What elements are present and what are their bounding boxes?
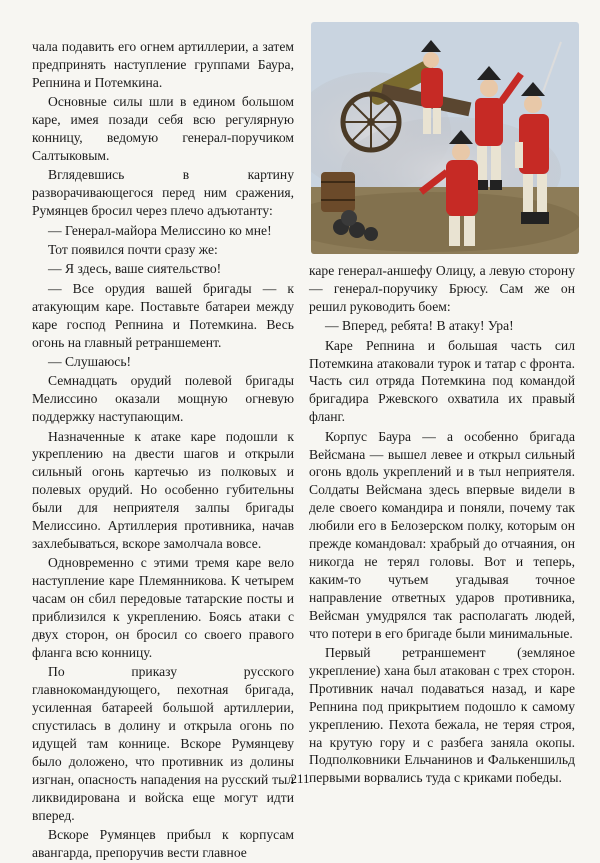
artillery-scene-image — [311, 22, 579, 254]
paragraph: — Я здесь, ваше сиятельство! — [48, 261, 222, 277]
left-text-column — [32, 38, 294, 863]
paragraph: Назначенные к атаке каре подошли к укреплению на двести шагов и открыли сильный огонь картечью из полковых и полевых орудий. Но особенно губительны были для неприятеля залпы бригады Мелиссино. Артиллерия противника, начав захлебываться, вскоре замолчала вовсе. — [32, 428, 294, 551]
paragraph: чала подавить его огнем артиллерии, а затем предпринять наступление группами Баура, Репнина и Потемкина. — [32, 39, 294, 90]
paragraph: — Все орудия вашей бригады — к атакующим каре. Поставьте батареи между каре господ Репнина и Потемкина. Весь огонь на главный ретраншемент. — [32, 280, 294, 350]
paragraph: По приказу русского главнокомандующего, пехотная бригада, усиленная батареей большой артиллерии, спустилась в долину и открыла огонь по идущей там коннице. Вскоре Румянцеву было доложено, что противник из долины изгнан, опасность нападения на русский тыл ликвидирована и войска еще могут идти вперед. — [32, 664, 294, 823]
paragraph: Первый ретраншемент (земляное укрепление) хана был атакован с трех сторон. Противник начал подаваться назад, и каре Репнина под прикрытием подошло к самому укреплению. Пехота бежала, не теряя строя, на крутую гору и с разбега заняла окопы. Подполковники Ельчанинов и Фалькеншильд первыми ворвались туда с криками победы. — [309, 645, 575, 786]
paragraph: — Вперед, ребята! В атаку! Ура! — [325, 318, 514, 334]
paragraph: Семнадцать орудий полевой бригады Мелиссино оказали мощную огневую поддержку наступающим. — [32, 373, 294, 425]
paragraph: каре генерал-аншефу Олицу, а левую сторону — генерал-поручику Брюсу. Сам же он решил руководить боем: — [309, 263, 575, 314]
paragraph: Тот появился почти сразу же: — [48, 241, 218, 257]
paragraph: Вскоре Румянцев прибыл к корпусам авангарда, препоручив вести главное — [32, 826, 294, 860]
paragraph: Корпус Баура — а особенно бригада Вейсмана — вышел левее и открыл сильный огонь вдоль укреплений и в тыл неприятеля. Солдаты Вейсмана здесь впервые видели в деле своего командира и поняли, почему так любили его в Белозерском полку, которым он прежде командовал: храбрый до отчаяния, он никогда не терял головы. Вот и теперь, каким-то чутьем угадывая точное направление ответных ударов противника, Вейсман умудрялся так располагать людей, что потери в его бригаде были минимальные. — [309, 428, 575, 641]
right-text-column — [309, 262, 575, 789]
paragraph: — Слушаюсь! — [48, 353, 132, 369]
paragraph: Основные силы шли в едином большом каре, имея позади себя всю регулярную конницу, ведомую генерал-поручиком Салтыковым. — [32, 94, 294, 163]
paragraph: Одновременно с этими тремя каре вело наступление каре Племянникова. К четырем часам он сбил передовые татарские посты и приблизился к укреплению. Боясь атаки с двух сторон, он бросил со своего правого фланга всю конницу. — [32, 555, 294, 660]
paragraph: — Генерал-майора Мелиссино ко мне! — [48, 222, 272, 238]
page-number: 211 — [290, 771, 310, 786]
battle-illustration — [311, 22, 579, 254]
paragraph: Вглядевшись в картину разворачивающегося перед ним сражения, Румянцев бросил через плечо адъютанту: — [32, 167, 294, 219]
paragraph: Каре Репнина и большая часть сил Потемкина атаковали турок и татар с фронта. Часть сил отряда Потемкина под командой бригадира Ржевского охватила их правый фланг. — [309, 337, 575, 425]
